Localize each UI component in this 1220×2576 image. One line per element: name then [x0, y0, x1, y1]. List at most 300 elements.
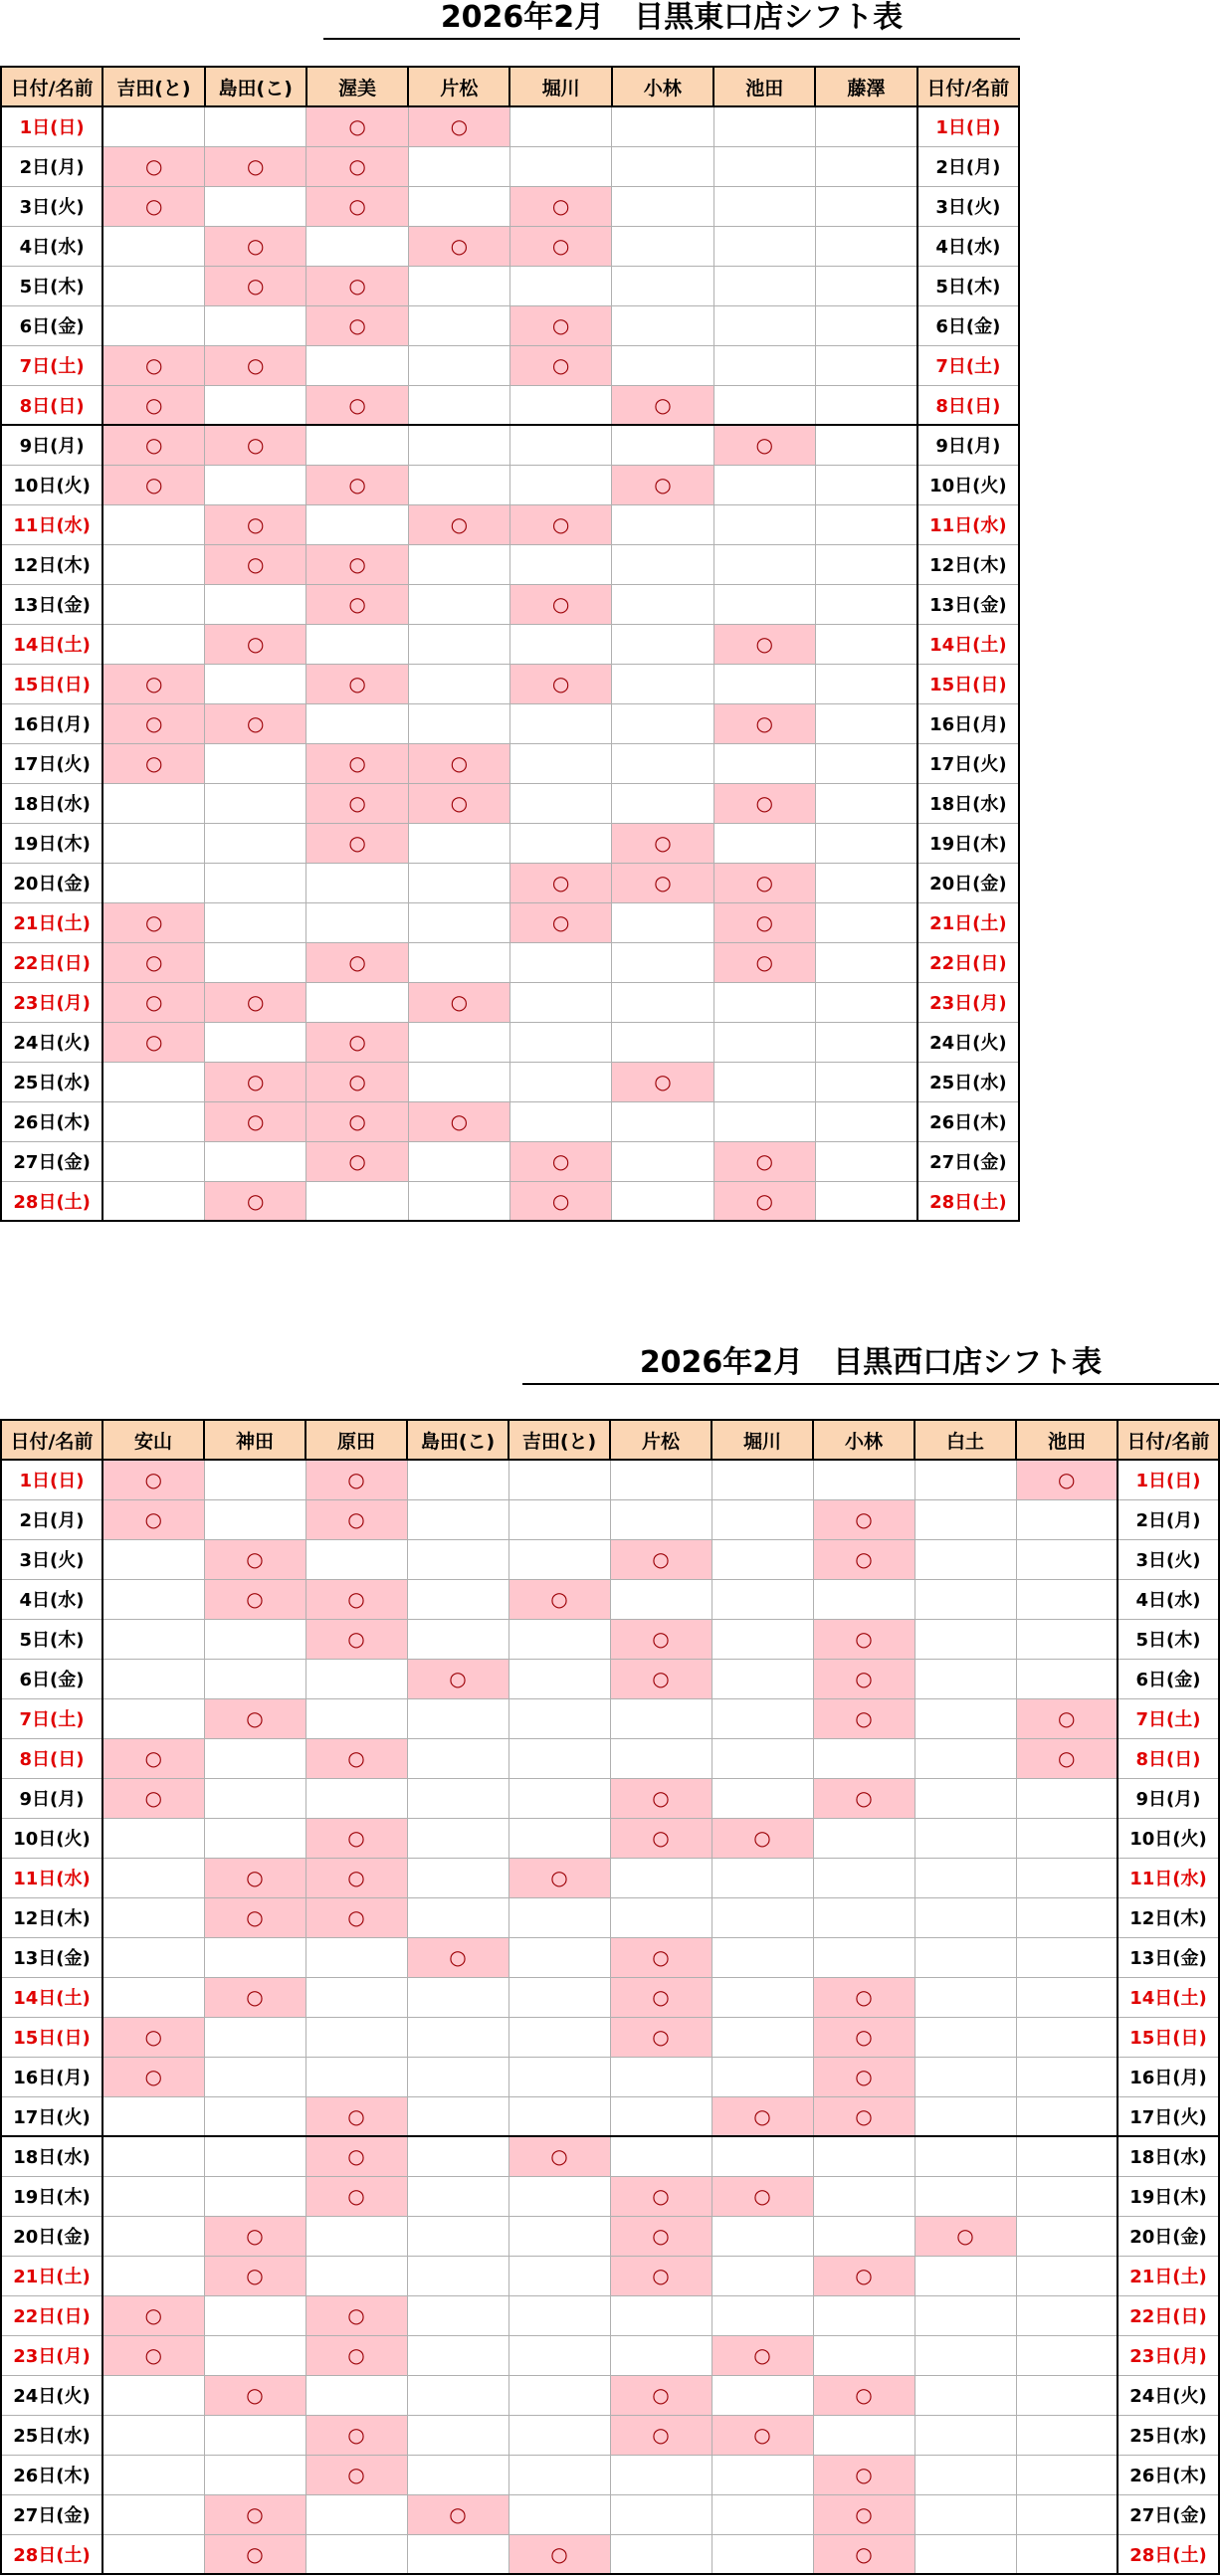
east-shift-mark: ○ — [306, 305, 408, 345]
west-shift-empty — [508, 2375, 610, 2415]
east-shift-mark: ○ — [306, 1101, 408, 1141]
east-shift-empty — [713, 982, 815, 1022]
east-shift-empty — [102, 106, 204, 146]
east-row-date-right: 6日(金) — [917, 305, 1019, 345]
west-shift-empty — [1016, 2216, 1118, 2256]
west-shift-mark: ○ — [508, 2534, 610, 2574]
east-shift-mark: ○ — [713, 1181, 815, 1221]
east-shift-empty — [612, 345, 713, 385]
east-shift-empty — [815, 146, 916, 186]
east-shift-mark: ○ — [713, 1141, 815, 1181]
east-shift-mark: ○ — [408, 226, 509, 266]
west-shift-empty — [915, 1977, 1016, 2017]
west-shift-empty — [915, 2096, 1016, 2136]
west-shift-empty — [1016, 1937, 1118, 1977]
east-shift-empty — [509, 1062, 611, 1101]
east-shift-empty — [205, 584, 306, 624]
east-shift-empty — [306, 345, 408, 385]
west-table-row — [1, 2096, 1219, 2136]
east-shift-empty — [713, 465, 815, 504]
east-row-date-right: 27日(金) — [917, 1141, 1019, 1181]
east-shift-mark: ○ — [509, 584, 611, 624]
west-row-date-right: 17日(火) — [1118, 2096, 1219, 2136]
west-shift-empty — [915, 2295, 1016, 2335]
west-shift-empty — [813, 1738, 915, 1778]
west-row-date: 9日(月) — [1, 1778, 102, 1818]
west-shift-empty — [712, 1619, 813, 1659]
east-table-row — [1, 186, 1019, 226]
east-shift-empty — [408, 664, 509, 703]
east-shift-mark: ○ — [306, 465, 408, 504]
west-shift-empty — [813, 1897, 915, 1937]
east-shift-empty — [509, 703, 611, 743]
west-shift-mark: ○ — [813, 2096, 915, 2136]
west-shift-mark: ○ — [610, 2256, 712, 2295]
west-shift-empty — [712, 2216, 813, 2256]
east-shift-empty — [205, 385, 306, 425]
west-row-date-right: 10日(火) — [1118, 1818, 1219, 1858]
west-shift-empty — [508, 1778, 610, 1818]
east-shift-mark: ○ — [612, 823, 713, 863]
west-shift-empty — [610, 2494, 712, 2534]
west-table-row — [1, 2375, 1219, 2415]
west-table-row — [1, 2494, 1219, 2534]
east-shift-empty — [205, 106, 306, 146]
east-row-date-right: 10日(火) — [917, 465, 1019, 504]
west-shift-mark: ○ — [813, 2256, 915, 2295]
west-shift-empty — [305, 2017, 407, 2057]
west-shift-empty — [305, 1937, 407, 1977]
east-shift-empty — [102, 305, 204, 345]
east-shift-empty — [612, 186, 713, 226]
west-row-date: 8日(日) — [1, 1738, 102, 1778]
west-row-date: 7日(土) — [1, 1698, 102, 1738]
east-row-date: 16日(月) — [1, 703, 102, 743]
west-shift-mark: ○ — [610, 1937, 712, 1977]
west-row-date-right: 9日(月) — [1118, 1778, 1219, 1818]
east-shift-body — [1, 106, 1019, 1221]
west-shift-empty — [1016, 2176, 1118, 2216]
west-shift-empty — [102, 2375, 204, 2415]
east-shift-empty — [815, 783, 916, 823]
east-shift-empty — [815, 465, 916, 504]
east-shift-mark: ○ — [102, 664, 204, 703]
east-shift-empty — [612, 305, 713, 345]
east-shift-empty — [205, 465, 306, 504]
west-table-row — [1, 2176, 1219, 2216]
west-shift-empty — [407, 2096, 508, 2136]
east-shift-mark: ○ — [306, 942, 408, 982]
west-shift-empty — [508, 1977, 610, 2017]
east-table-row — [1, 544, 1019, 584]
east-header-name: 池田 — [713, 67, 815, 106]
west-shift-mark: ○ — [712, 2096, 813, 2136]
west-shift-mark: ○ — [204, 1977, 305, 2017]
west-shift-mark: ○ — [305, 1460, 407, 1499]
west-row-date: 21日(土) — [1, 2256, 102, 2295]
west-shift-empty — [712, 1738, 813, 1778]
east-shift-empty — [509, 146, 611, 186]
east-header-date-label: 日付/名前 — [1, 67, 102, 106]
west-row-date-right: 7日(土) — [1118, 1698, 1219, 1738]
east-shift-empty — [713, 743, 815, 783]
west-table-row — [1, 2295, 1219, 2335]
west-shift-empty — [102, 1659, 204, 1698]
west-shift-mark: ○ — [204, 2256, 305, 2295]
east-shift-empty — [408, 1062, 509, 1101]
east-row-date: 23日(月) — [1, 982, 102, 1022]
west-row-date: 4日(水) — [1, 1579, 102, 1619]
west-shift-empty — [915, 1738, 1016, 1778]
east-shift-empty — [408, 823, 509, 863]
east-shift-empty — [612, 982, 713, 1022]
west-shift-empty — [1016, 2017, 1118, 2057]
east-shift-empty — [509, 385, 611, 425]
east-table-row — [1, 783, 1019, 823]
west-shift-empty — [102, 2216, 204, 2256]
east-shift-mark: ○ — [306, 186, 408, 226]
west-shift-empty — [712, 1977, 813, 2017]
west-shift-empty — [407, 2057, 508, 2096]
east-shift-empty — [713, 146, 815, 186]
east-shift-empty — [102, 544, 204, 584]
east-shift-empty — [102, 226, 204, 266]
west-shift-mark: ○ — [204, 2494, 305, 2534]
east-shift-mark: ○ — [205, 345, 306, 385]
east-shift-empty — [509, 1101, 611, 1141]
east-shift-empty — [509, 544, 611, 584]
west-header-row — [1, 1420, 1219, 1460]
west-shift-empty — [1016, 2057, 1118, 2096]
west-shift-empty — [915, 2455, 1016, 2494]
west-row-date-right: 28日(土) — [1118, 2534, 1219, 2574]
west-shift-empty — [610, 1897, 712, 1937]
east-table-row — [1, 305, 1019, 345]
east-shift-mark: ○ — [102, 902, 204, 942]
east-shift-empty — [815, 1141, 916, 1181]
west-shift-empty — [1016, 2295, 1118, 2335]
east-shift-empty — [815, 982, 916, 1022]
west-shift-empty — [407, 2017, 508, 2057]
east-row-date: 1日(日) — [1, 106, 102, 146]
west-shift-empty — [407, 1778, 508, 1818]
east-header-date-label-right: 日付/名前 — [917, 67, 1019, 106]
east-shift-mark: ○ — [713, 624, 815, 664]
west-shift-empty — [610, 2096, 712, 2136]
west-shift-empty — [204, 1499, 305, 1539]
west-header-name: 片松 — [610, 1420, 712, 1460]
west-shift-mark: ○ — [508, 1579, 610, 1619]
east-shift-empty — [205, 902, 306, 942]
east-shift-mark: ○ — [205, 703, 306, 743]
west-shift-empty — [915, 1778, 1016, 1818]
west-shift-empty — [712, 1539, 813, 1579]
west-shift-mark: ○ — [204, 1858, 305, 1897]
east-shift-mark: ○ — [509, 305, 611, 345]
west-shift-empty — [915, 1698, 1016, 1738]
east-row-date-right: 18日(水) — [917, 783, 1019, 823]
west-shift-empty — [305, 2375, 407, 2415]
east-row-date: 10日(火) — [1, 465, 102, 504]
east-shift-mark: ○ — [408, 743, 509, 783]
west-shift-mark: ○ — [305, 1619, 407, 1659]
west-shift-empty — [712, 1698, 813, 1738]
west-shift-mark: ○ — [204, 2534, 305, 2574]
west-shift-empty — [508, 1897, 610, 1937]
east-row-date-right: 4日(水) — [917, 226, 1019, 266]
east-shift-empty — [408, 146, 509, 186]
west-shift-empty — [915, 1579, 1016, 1619]
west-table-row — [1, 1659, 1219, 1698]
east-shift-mark: ○ — [306, 1062, 408, 1101]
west-shift-empty — [1016, 2494, 1118, 2534]
west-shift-mark: ○ — [407, 1659, 508, 1698]
east-table-row — [1, 982, 1019, 1022]
west-row-date: 5日(木) — [1, 1619, 102, 1659]
west-shift-empty — [712, 1858, 813, 1897]
east-shift-empty — [205, 823, 306, 863]
west-shift-empty — [305, 2494, 407, 2534]
west-shift-empty — [915, 2136, 1016, 2176]
west-shift-empty — [610, 1738, 712, 1778]
west-shift-empty — [204, 2295, 305, 2335]
east-shift-empty — [408, 863, 509, 902]
west-shift-mark: ○ — [305, 1579, 407, 1619]
west-shift-empty — [204, 2057, 305, 2096]
east-row-date: 15日(日) — [1, 664, 102, 703]
west-shift-mark: ○ — [813, 1698, 915, 1738]
west-shift-empty — [102, 1539, 204, 1579]
west-shift-empty — [712, 1460, 813, 1499]
west-shift-mark: ○ — [813, 2057, 915, 2096]
west-shift-empty — [610, 1460, 712, 1499]
west-shift-empty — [508, 1818, 610, 1858]
west-shift-empty — [712, 2295, 813, 2335]
west-shift-empty — [508, 1460, 610, 1499]
east-shift-empty — [306, 982, 408, 1022]
west-shift-empty — [1016, 1579, 1118, 1619]
east-shift-empty — [815, 743, 916, 783]
east-row-date: 25日(水) — [1, 1062, 102, 1101]
west-row-date-right: 21日(土) — [1118, 2256, 1219, 2295]
east-shift-empty — [509, 982, 611, 1022]
west-shift-empty — [204, 1818, 305, 1858]
west-shift-empty — [712, 1937, 813, 1977]
west-shift-empty — [813, 1858, 915, 1897]
east-row-date: 11日(水) — [1, 504, 102, 544]
west-row-date: 10日(火) — [1, 1818, 102, 1858]
east-shift-mark: ○ — [306, 1022, 408, 1062]
west-shift-empty — [102, 1897, 204, 1937]
east-table-row — [1, 664, 1019, 703]
west-shift-empty — [1016, 2534, 1118, 2574]
east-shift-empty — [102, 1181, 204, 1221]
east-shift-mark: ○ — [306, 266, 408, 305]
west-row-date-right: 14日(土) — [1118, 1977, 1219, 2017]
east-shift-empty — [509, 425, 611, 465]
east-shift-mark: ○ — [509, 186, 611, 226]
east-shift-empty — [815, 226, 916, 266]
west-row-date-right: 15日(日) — [1118, 2017, 1219, 2057]
west-shift-empty — [1016, 2335, 1118, 2375]
west-shift-mark: ○ — [305, 2295, 407, 2335]
west-shift-empty — [1016, 2415, 1118, 2455]
west-row-date: 11日(水) — [1, 1858, 102, 1897]
west-shift-empty — [204, 2017, 305, 2057]
west-shift-empty — [204, 1937, 305, 1977]
west-shift-empty — [407, 1539, 508, 1579]
west-shift-empty — [610, 2295, 712, 2335]
west-shift-empty — [1016, 2256, 1118, 2295]
east-row-date-right: 28日(土) — [917, 1181, 1019, 1221]
east-shift-empty — [612, 504, 713, 544]
east-shift-empty — [509, 942, 611, 982]
east-shift-empty — [612, 703, 713, 743]
east-shift-empty — [815, 504, 916, 544]
west-shift-empty — [712, 1579, 813, 1619]
east-row-date: 20日(金) — [1, 863, 102, 902]
west-shift-empty — [508, 2494, 610, 2534]
east-shift-mark: ○ — [713, 783, 815, 823]
west-table-row — [1, 2057, 1219, 2096]
west-shift-mark: ○ — [813, 2375, 915, 2415]
west-shift-empty — [813, 1818, 915, 1858]
west-shift-empty — [813, 1937, 915, 1977]
west-shift-mark: ○ — [610, 2375, 712, 2415]
west-shift-empty — [712, 1897, 813, 1937]
west-shift-empty — [407, 1977, 508, 2017]
west-shift-mark: ○ — [813, 2455, 915, 2494]
west-shift-empty — [407, 1738, 508, 1778]
east-table-row — [1, 1062, 1019, 1101]
west-shift-mark: ○ — [610, 2216, 712, 2256]
east-shift-empty — [306, 226, 408, 266]
east-shift-mark: ○ — [408, 1101, 509, 1141]
east-shift-empty — [612, 266, 713, 305]
west-shift-mark: ○ — [305, 1818, 407, 1858]
east-shift-empty — [102, 266, 204, 305]
west-shift-empty — [305, 2256, 407, 2295]
west-table-row — [1, 1818, 1219, 1858]
east-row-date: 3日(火) — [1, 186, 102, 226]
east-shift-empty — [306, 902, 408, 942]
east-header-name: 堀川 — [509, 67, 611, 106]
east-shift-empty — [612, 584, 713, 624]
west-shift-empty — [204, 2096, 305, 2136]
west-table-row — [1, 1619, 1219, 1659]
east-row-date-right: 25日(水) — [917, 1062, 1019, 1101]
west-row-date: 19日(木) — [1, 2176, 102, 2216]
east-header-name: 小林 — [612, 67, 713, 106]
west-shift-empty — [1016, 1977, 1118, 2017]
west-shift-empty — [712, 2256, 813, 2295]
west-shift-mark: ○ — [102, 1460, 204, 1499]
west-shift-empty — [508, 1738, 610, 1778]
east-shift-empty — [205, 1022, 306, 1062]
west-shift-empty — [508, 1499, 610, 1539]
west-shift-mark: ○ — [305, 2176, 407, 2216]
west-shift-mark: ○ — [508, 2136, 610, 2176]
east-header-name: 吉田(と) — [102, 67, 204, 106]
west-shift-mark: ○ — [1016, 1698, 1118, 1738]
east-shift-empty — [815, 345, 916, 385]
west-shift-body — [1, 1460, 1219, 2574]
west-shift-mark: ○ — [712, 2176, 813, 2216]
west-row-date-right: 24日(火) — [1118, 2375, 1219, 2415]
west-shift-mark: ○ — [915, 2216, 1016, 2256]
west-shift-empty — [204, 2455, 305, 2494]
west-shift-empty — [712, 2375, 813, 2415]
east-shift-empty — [408, 345, 509, 385]
east-shift-empty — [612, 743, 713, 783]
east-shift-mark: ○ — [408, 106, 509, 146]
east-row-date: 6日(金) — [1, 305, 102, 345]
east-row-date-right: 9日(月) — [917, 425, 1019, 465]
east-shift-empty — [509, 823, 611, 863]
west-row-date-right: 6日(金) — [1118, 1659, 1219, 1698]
west-shift-empty — [712, 2534, 813, 2574]
east-shift-empty — [815, 266, 916, 305]
east-row-date: 21日(土) — [1, 902, 102, 942]
east-shift-empty — [713, 1022, 815, 1062]
west-header-name: 神田 — [204, 1420, 305, 1460]
east-row-date: 19日(木) — [1, 823, 102, 863]
west-shift-empty — [204, 1738, 305, 1778]
west-shift-empty — [407, 1619, 508, 1659]
east-shift-mark: ○ — [102, 146, 204, 186]
east-shift-empty — [815, 1101, 916, 1141]
west-shift-empty — [407, 2216, 508, 2256]
west-row-date-right: 23日(月) — [1118, 2335, 1219, 2375]
west-shift-empty — [915, 1937, 1016, 1977]
east-shift-empty — [306, 863, 408, 902]
east-shift-mark: ○ — [205, 1062, 306, 1101]
east-shift-mark: ○ — [306, 106, 408, 146]
east-row-date-right: 14日(土) — [917, 624, 1019, 664]
east-shift-empty — [408, 942, 509, 982]
west-row-date-right: 27日(金) — [1118, 2494, 1219, 2534]
east-shift-empty — [612, 1101, 713, 1141]
east-shift-empty — [815, 703, 916, 743]
east-shift-empty — [102, 1101, 204, 1141]
west-row-date: 20日(金) — [1, 2216, 102, 2256]
east-shift-mark: ○ — [509, 664, 611, 703]
east-shift-empty — [713, 544, 815, 584]
west-shift-empty — [102, 2256, 204, 2295]
west-shift-empty — [1016, 2136, 1118, 2176]
west-row-date-right: 25日(水) — [1118, 2415, 1219, 2455]
east-row-date-right: 11日(水) — [917, 504, 1019, 544]
west-header-name: 安山 — [102, 1420, 204, 1460]
west-shift-empty — [305, 2216, 407, 2256]
west-row-date: 18日(水) — [1, 2136, 102, 2176]
east-shift-empty — [509, 624, 611, 664]
east-shift-mark: ○ — [408, 504, 509, 544]
east-table-row — [1, 106, 1019, 146]
west-shift-empty — [915, 2335, 1016, 2375]
east-shift-empty — [102, 863, 204, 902]
east-shift-empty — [205, 186, 306, 226]
west-sheet-title: 2026年2月 目黒西口店シフト表 — [522, 1345, 1219, 1385]
west-table-row — [1, 1738, 1219, 1778]
east-shift-mark: ○ — [408, 783, 509, 823]
east-shift-empty — [205, 743, 306, 783]
east-shift-empty — [713, 584, 815, 624]
east-shift-empty — [408, 1022, 509, 1062]
east-shift-empty — [205, 783, 306, 823]
east-shift-empty — [102, 1062, 204, 1101]
west-shift-empty — [508, 1539, 610, 1579]
